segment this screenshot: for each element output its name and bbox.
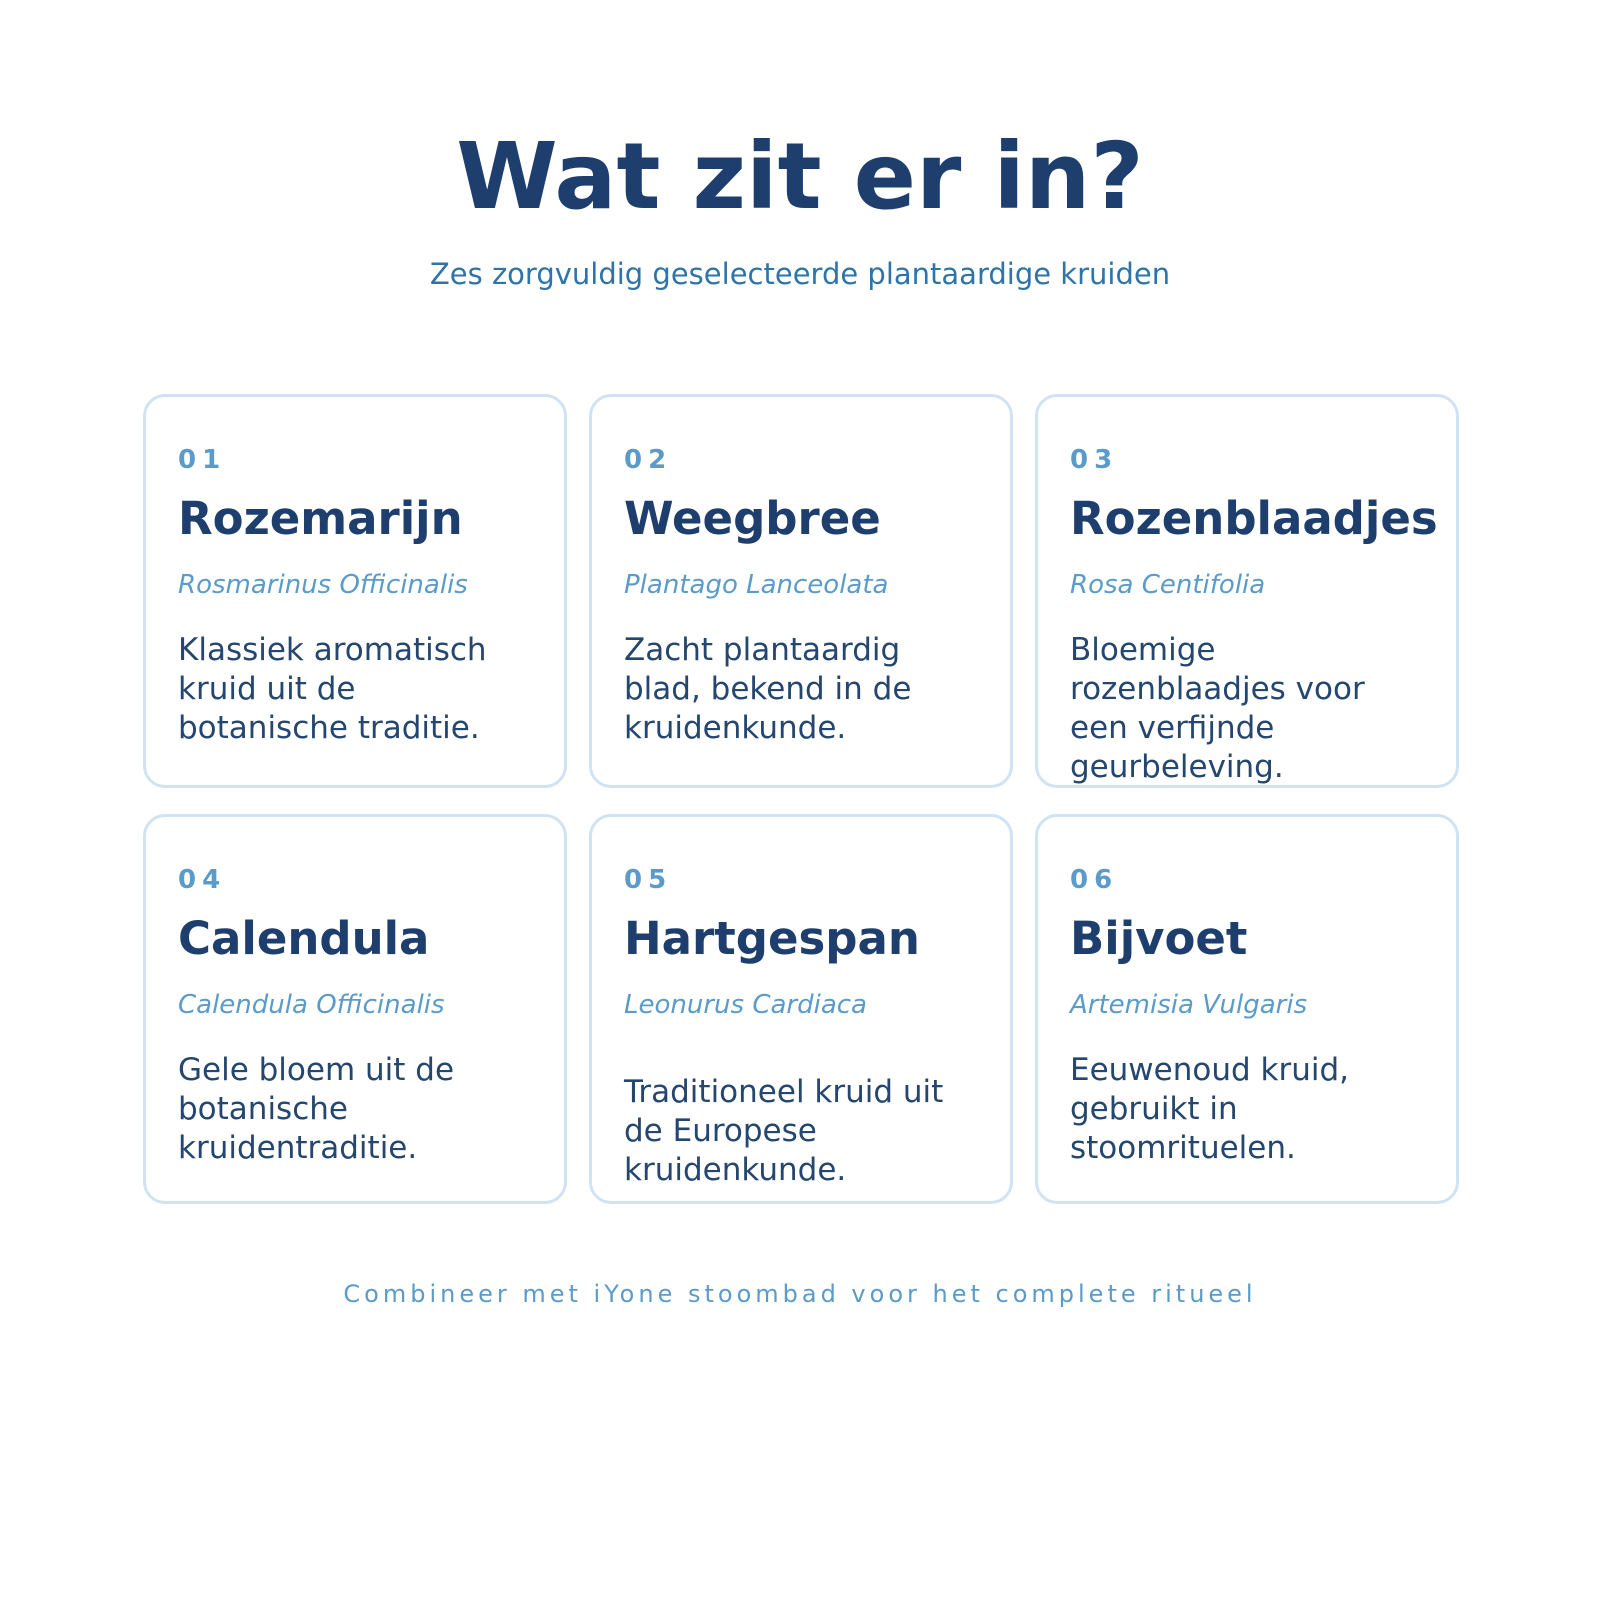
herb-description: Traditioneel kruid uit de Europese kruidenkunde.	[624, 1074, 944, 1188]
herb-card-calendula	[143, 814, 567, 1204]
footer-tagline: Combineer met iYone stoombad voor het complete ritueel	[343, 1280, 1257, 1308]
herb-description: Eeuwenoud kruid, gebruikt in stoomrituelen.	[1070, 1052, 1350, 1166]
herb-card-weegbree	[589, 394, 1013, 788]
herb-description: Gele bloem uit de botanische kruidentraditie.	[178, 1052, 455, 1166]
herb-number: 04	[178, 865, 227, 895]
herb-card-hartgespan	[589, 814, 1013, 1204]
herb-latin-name: Leonurus Cardiaca	[624, 990, 867, 1020]
herb-name: Rozemarijn	[178, 492, 463, 545]
herb-name: Hartgespan	[624, 912, 920, 965]
herb-latin-name: Rosa Centifolia	[1070, 570, 1266, 600]
herb-latin-name: Artemisia Vulgaris	[1070, 990, 1308, 1020]
herb-name: Rozenblaadjes	[1070, 492, 1438, 545]
herb-description: Zacht plantaardig blad, bekend in de kruidenkunde.	[624, 632, 912, 746]
herb-description: Klassiek aromatisch kruid uit de botanische traditie.	[178, 632, 487, 746]
herb-number: 06	[1070, 865, 1119, 895]
herb-name: Calendula	[178, 912, 430, 965]
herb-name: Bijvoet	[1070, 912, 1248, 965]
herb-latin-name: Calendula Officinalis	[178, 990, 445, 1020]
herb-latin-name: Plantago Lanceolata	[624, 570, 889, 600]
herb-card-rozenblaadjes	[1035, 394, 1459, 788]
herb-card-bijvoet	[1035, 814, 1459, 1204]
page-title: Wat zit er in?	[456, 123, 1144, 230]
herb-description: Bloemige rozenblaadjes voor een verfijnde geurbeleving.	[1070, 632, 1365, 785]
herb-number: 02	[624, 445, 673, 475]
herb-grid	[143, 394, 1459, 1204]
herb-latin-name: Rosmarinus Officinalis	[178, 570, 468, 600]
herb-number: 03	[1070, 445, 1119, 475]
herb-name: Weegbree	[624, 492, 881, 545]
herb-card-rozemarijn	[143, 394, 567, 788]
page-subtitle: Zes zorgvuldig geselecteerde plantaardige kruiden	[429, 257, 1171, 291]
herb-number: 01	[178, 445, 227, 475]
herb-number: 05	[624, 865, 673, 895]
